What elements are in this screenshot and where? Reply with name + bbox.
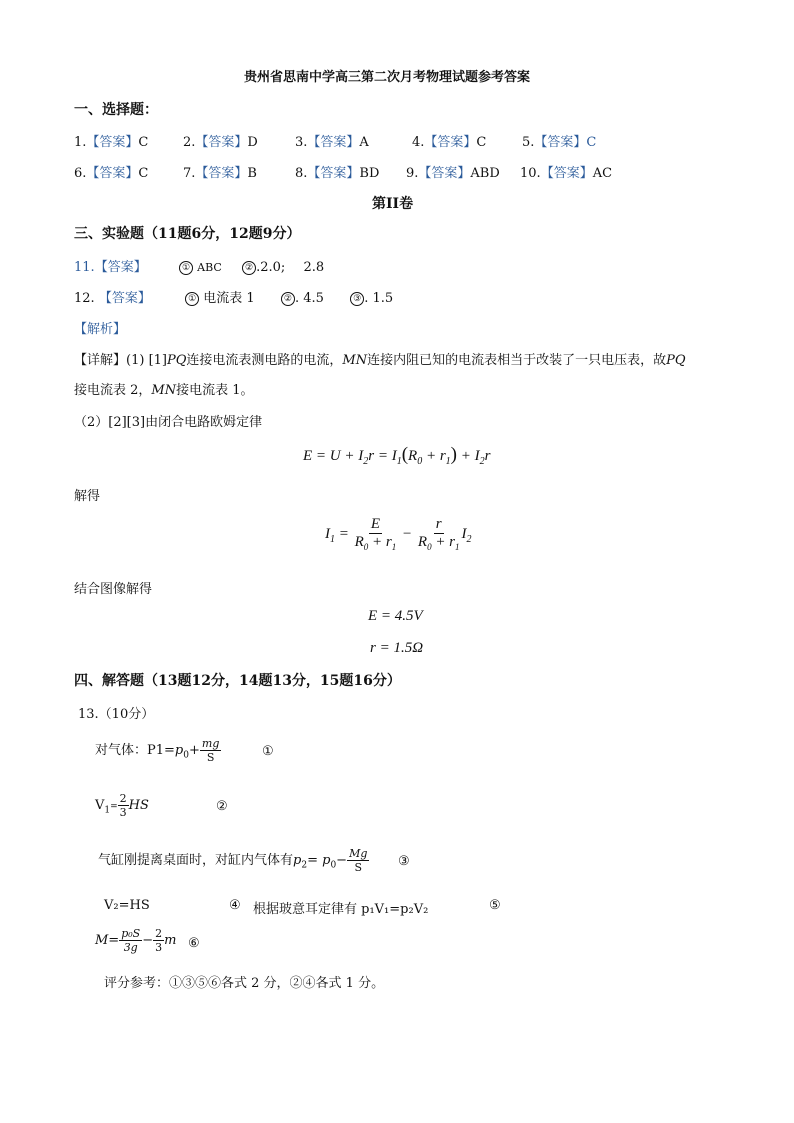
text: 对气体：P1= bbox=[95, 743, 175, 758]
operator: = p bbox=[307, 853, 331, 868]
fraction-denominator: 3 bbox=[119, 806, 127, 819]
q11-answer-2: .2.0; bbox=[256, 260, 286, 275]
answer-value: BD bbox=[359, 166, 380, 181]
subscript: 1 bbox=[104, 805, 111, 816]
symbol-p: p bbox=[174, 743, 184, 758]
page-title: 贵州省思南中学高三第二次月考物理试题参考答案 bbox=[244, 70, 531, 85]
internal-resistance-result: r = 1.5Ω bbox=[370, 640, 424, 656]
answer-tag: 【答案】 bbox=[195, 166, 248, 181]
q12-answer-tag: 【答案】 bbox=[98, 291, 151, 306]
circled-2-icon: ② bbox=[281, 292, 295, 306]
ohm-law-equation: $E = U + I_2r = I_1(R_0 + r_1) + I_2r$ bbox=[303, 444, 491, 467]
fraction-numerator: 2 bbox=[155, 927, 163, 940]
answer-tag: 【答案】 bbox=[307, 135, 360, 150]
detail-text: 连接内阻已知的电流表相当于改装了一只电压表，故 bbox=[367, 353, 667, 368]
q12-answer-line bbox=[74, 287, 393, 306]
section-heading-experiment: 三、实验题（11题6分，12题9分） bbox=[74, 226, 301, 242]
marker-2: ② bbox=[216, 799, 228, 814]
choice-answer bbox=[295, 131, 369, 150]
volume-2-line: V₂=HS bbox=[104, 898, 150, 913]
fraction-denominator: S bbox=[206, 751, 215, 764]
volume-two-label: 第II卷 bbox=[372, 196, 414, 212]
text: 气缸刚提离桌面时，对缸内气体有 bbox=[98, 853, 294, 868]
symbol-pq: PQ bbox=[666, 353, 686, 368]
marker-6: ⑥ bbox=[188, 936, 200, 951]
answer-tag: 【答案】 bbox=[86, 166, 139, 181]
marker-3: ③ bbox=[398, 854, 410, 869]
answer-tag: 【答案】 bbox=[307, 166, 360, 181]
symbol-v: V bbox=[95, 798, 105, 813]
symbol-m: m bbox=[164, 933, 177, 948]
answer-value: ABD bbox=[470, 166, 500, 181]
answer-value: B bbox=[247, 166, 257, 181]
q11-number: 11. bbox=[74, 260, 95, 275]
gas-pressure-line bbox=[95, 738, 221, 763]
answer-value: C bbox=[476, 135, 487, 150]
question-number: 7. bbox=[183, 166, 196, 181]
answer-tag: 【答案】 bbox=[534, 135, 587, 150]
part-2-intro: （2）[2][3]由闭合电路欧姆定律 bbox=[74, 415, 263, 430]
operator: = bbox=[110, 802, 118, 812]
choice-answer bbox=[74, 162, 148, 181]
question-number: 2. bbox=[183, 135, 196, 150]
choice-answer bbox=[406, 162, 500, 181]
emf-result: E = 4.5V bbox=[368, 608, 423, 624]
answer-tag: 【答案】 bbox=[424, 135, 477, 150]
choice-answer bbox=[520, 162, 612, 181]
answer-value: D bbox=[247, 135, 258, 150]
q12-answer-1: 电流表 1 bbox=[203, 291, 255, 306]
subscript: 0 bbox=[330, 860, 337, 871]
fraction-denominator: 3 bbox=[155, 941, 163, 954]
boyle-law-line: 根据玻意耳定律有 p₁V₁=p₂V₂ bbox=[253, 902, 429, 917]
detail-line-1 bbox=[74, 349, 686, 368]
scoring-reference: 评分参考：①③⑤⑥各式 2 分，②④各式 1 分。 bbox=[104, 976, 385, 991]
volume-1-line bbox=[95, 793, 149, 818]
detail-line-2 bbox=[74, 379, 254, 398]
question-number: 9. bbox=[406, 166, 419, 181]
detail-text: 接电流表 1。 bbox=[176, 383, 254, 398]
fraction-numerator: p₀S bbox=[121, 927, 141, 940]
q12-answer-2: . 4.5 bbox=[294, 291, 324, 306]
detail-text: 接电流表 2， bbox=[74, 383, 152, 398]
answer-value: AC bbox=[592, 166, 613, 181]
q11-answer-tag: 【答案】 bbox=[94, 260, 147, 275]
operator: − bbox=[142, 933, 154, 948]
fraction-denominator: 3g bbox=[123, 941, 138, 954]
circled-3-icon: ③ bbox=[350, 292, 364, 306]
question-number: 4. bbox=[412, 135, 425, 150]
answer-tag: 【答案】 bbox=[195, 135, 248, 150]
answer-tag: 【答案】 bbox=[418, 166, 471, 181]
graph-solve-label: 结合图像解得 bbox=[74, 582, 153, 597]
q13-header: 13.（10分） bbox=[78, 707, 155, 722]
choice-answer bbox=[183, 131, 258, 150]
answer-value: C bbox=[138, 135, 149, 150]
detail-text: 连接电流表测电路的电流， bbox=[186, 353, 343, 368]
mass-result-line bbox=[95, 928, 176, 953]
circled-2-icon: ② bbox=[242, 261, 256, 275]
choice-answer bbox=[74, 131, 148, 150]
choice-answer bbox=[412, 131, 486, 150]
section-heading-choice: 一、选择题： bbox=[74, 102, 158, 118]
choice-answer bbox=[522, 131, 596, 150]
choice-answer bbox=[183, 162, 257, 181]
subscript: 2 bbox=[301, 860, 308, 871]
fraction-numerator: 2 bbox=[119, 792, 127, 805]
operator: + bbox=[188, 743, 200, 758]
q11-answer-3: 2.8 bbox=[303, 260, 325, 275]
marker-1: ① bbox=[262, 744, 274, 759]
answer-value: A bbox=[359, 135, 369, 150]
symbol-pq: PQ bbox=[166, 353, 187, 368]
fraction-numerator: Mg bbox=[349, 847, 368, 860]
answer-value: C bbox=[586, 135, 597, 150]
fraction-numerator: mg bbox=[201, 737, 220, 750]
question-number: 5. bbox=[522, 135, 535, 150]
section-heading-solve: 四、解答题（13题12分，14题13分，15题16分） bbox=[74, 673, 401, 689]
symbol-mn: MN bbox=[151, 383, 177, 398]
operator: − bbox=[336, 853, 348, 868]
answer-tag: 【答案】 bbox=[86, 135, 139, 150]
question-number: 3. bbox=[295, 135, 308, 150]
q12-number: 12. bbox=[74, 291, 95, 306]
current-equation: $I_1$ = $\frac{E}{R_0 + r_1}$ − $\frac{r}{R_0 + r_1}$ $I_2$ bbox=[325, 516, 472, 552]
question-number: 6. bbox=[74, 166, 87, 181]
q11-answer-line bbox=[74, 256, 324, 275]
marker-4: ④ bbox=[229, 898, 241, 913]
analysis-tag: 【解析】 bbox=[74, 322, 127, 337]
lift-off-line bbox=[98, 848, 369, 873]
answer-tag: 【答案】 bbox=[540, 166, 593, 181]
symbol-hs: HS bbox=[128, 798, 149, 813]
question-number: 10. bbox=[520, 166, 541, 181]
detail-tag: 【详解】 bbox=[74, 353, 127, 368]
question-number: 1. bbox=[74, 135, 87, 150]
subscript: 0 bbox=[183, 750, 189, 761]
answer-value: C bbox=[138, 166, 149, 181]
symbol-m: M= bbox=[95, 933, 120, 948]
symbol-p: p bbox=[293, 853, 302, 868]
marker-5: ⑤ bbox=[489, 898, 501, 913]
q12-answer-3: . 1.5 bbox=[364, 291, 394, 306]
fraction-denominator: S bbox=[354, 861, 362, 874]
detail-text: (1) [1] bbox=[126, 353, 167, 368]
q11-answer-1: ABC bbox=[197, 261, 222, 274]
circled-1-icon: ① bbox=[179, 261, 193, 275]
circled-1-icon: ① bbox=[185, 292, 199, 306]
question-number: 8. bbox=[295, 166, 308, 181]
choice-answer bbox=[295, 162, 379, 181]
solve-label: 解得 bbox=[74, 489, 101, 504]
symbol-mn: MN bbox=[342, 353, 368, 368]
